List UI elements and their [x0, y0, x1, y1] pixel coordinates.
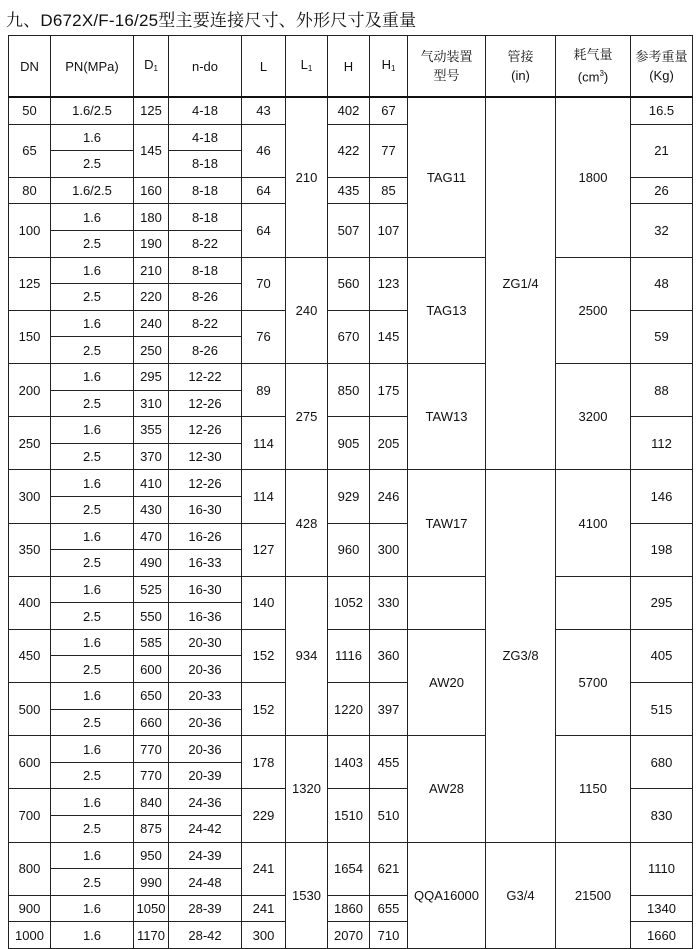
cell-d1: 490: [134, 550, 169, 577]
cell-pn: 1.6: [51, 470, 134, 497]
cell-h1: 246: [370, 470, 408, 523]
cell-pn: 2.5: [51, 443, 134, 470]
cell-d1: 180: [134, 204, 169, 231]
cell-n-do: 8-26: [169, 284, 242, 311]
cell-h: 560: [328, 257, 370, 310]
cell-air: 5700: [556, 629, 631, 735]
cell-h: 1403: [328, 736, 370, 789]
page-title: 九、D672X/F-16/25型主要连接尺寸、外形尺寸及重量: [6, 11, 417, 30]
cell-d1: 950: [134, 842, 169, 869]
cell-weight: 21: [631, 124, 693, 177]
cell-pn: 2.5: [51, 816, 134, 843]
cell-l: 64: [242, 177, 286, 204]
cell-dn: 250: [9, 417, 51, 470]
cell-dn: 65: [9, 124, 51, 177]
cell-air: 21500: [556, 842, 631, 948]
cell-h1: 85: [370, 177, 408, 204]
cell-h: 1860: [328, 895, 370, 922]
cell-d1: 240: [134, 310, 169, 337]
cell-actuator: TAW13: [408, 363, 486, 469]
cell-h1: 205: [370, 417, 408, 470]
header-row: [9, 36, 693, 98]
cell-d1: 125: [134, 97, 169, 124]
cell-actuator-empty: [408, 576, 486, 629]
header-l: L: [242, 36, 286, 98]
cell-d1: 410: [134, 470, 169, 497]
cell-pn: 1.6: [51, 257, 134, 284]
cell-pn: 1.6: [51, 310, 134, 337]
header-n-do: n-do: [169, 36, 242, 98]
cell-h1: 330: [370, 576, 408, 629]
cell-n-do: 12-26: [169, 417, 242, 444]
cell-n-do: 8-18: [169, 204, 242, 231]
cell-l1: 210: [286, 97, 328, 257]
cell-pipe: G3/4: [486, 842, 556, 948]
cell-h1: 300: [370, 523, 408, 576]
cell-d1: 160: [134, 177, 169, 204]
cell-pn: 2.5: [51, 496, 134, 523]
cell-h1: 655: [370, 895, 408, 922]
cell-dn: 300: [9, 470, 51, 523]
cell-n-do: 28-42: [169, 922, 242, 949]
cell-h: 1052: [328, 576, 370, 629]
cell-pn: 1.6/2.5: [51, 177, 134, 204]
cell-weight: 680: [631, 736, 693, 789]
cell-n-do: 4-18: [169, 124, 242, 151]
cell-weight: 405: [631, 629, 693, 682]
cell-pn: 1.6: [51, 576, 134, 603]
cell-d1: 990: [134, 869, 169, 896]
cell-dn: 450: [9, 629, 51, 682]
cell-h: 422: [328, 124, 370, 177]
cell-n-do: 16-30: [169, 496, 242, 523]
cell-dn: 150: [9, 310, 51, 363]
cell-h1: 621: [370, 842, 408, 895]
cell-l1: 1320: [286, 736, 328, 842]
table-row: [9, 97, 693, 124]
cell-dn: 600: [9, 736, 51, 789]
header-actuator: 气动装置 型号: [408, 36, 486, 98]
cell-pn: 2.5: [51, 550, 134, 577]
cell-h1: 123: [370, 257, 408, 310]
cell-dn: 200: [9, 363, 51, 416]
cell-dn: 800: [9, 842, 51, 895]
cell-dn: 125: [9, 257, 51, 310]
cell-air: 1150: [556, 736, 631, 842]
cell-h: 1220: [328, 683, 370, 736]
cell-d1: 470: [134, 523, 169, 550]
cell-n-do: 20-36: [169, 736, 242, 763]
header-pn: PN(MPa): [51, 36, 134, 98]
cell-actuator: TAG11: [408, 97, 486, 257]
table-row: [9, 576, 693, 603]
cell-n-do: 12-26: [169, 470, 242, 497]
cell-n-do: 8-26: [169, 337, 242, 364]
cell-weight: 26: [631, 177, 693, 204]
cell-pn: 1.6: [51, 204, 134, 231]
cell-n-do: 20-30: [169, 629, 242, 656]
cell-l: 114: [242, 470, 286, 523]
cell-dn: 50: [9, 97, 51, 124]
cell-weight: 830: [631, 789, 693, 842]
cell-n-do: 20-36: [169, 656, 242, 683]
cell-actuator: TAW17: [408, 470, 486, 576]
cell-pn: 1.6: [51, 417, 134, 444]
cell-pn: 1.6: [51, 842, 134, 869]
cell-weight: 59: [631, 310, 693, 363]
cell-pn: 1.6: [51, 789, 134, 816]
cell-h: 670: [328, 310, 370, 363]
cell-weight: 515: [631, 683, 693, 736]
cell-n-do: 24-39: [169, 842, 242, 869]
cell-dn: 700: [9, 789, 51, 842]
cell-d1: 430: [134, 496, 169, 523]
cell-n-do: 4-18: [169, 97, 242, 124]
cell-n-do: 24-36: [169, 789, 242, 816]
cell-l: 127: [242, 523, 286, 576]
cell-pn: 2.5: [51, 656, 134, 683]
cell-h1: 360: [370, 629, 408, 682]
cell-l: 64: [242, 204, 286, 257]
cell-weight: 112: [631, 417, 693, 470]
cell-dn: 500: [9, 683, 51, 736]
cell-l: 89: [242, 363, 286, 416]
cell-h: 929: [328, 470, 370, 523]
cell-h: 1116: [328, 629, 370, 682]
header-h: H: [328, 36, 370, 98]
cell-pn: 2.5: [51, 762, 134, 789]
cell-pn: 1.6: [51, 629, 134, 656]
cell-actuator: TAG13: [408, 257, 486, 363]
cell-dn: 400: [9, 576, 51, 629]
cell-d1: 190: [134, 230, 169, 257]
cell-h: 402: [328, 97, 370, 124]
cell-weight: 32: [631, 204, 693, 257]
cell-dn: 900: [9, 895, 51, 922]
cell-d1: 220: [134, 284, 169, 311]
cell-pn: 1.6: [51, 124, 134, 151]
cell-h1: 397: [370, 683, 408, 736]
cell-pn: 2.5: [51, 709, 134, 736]
cell-l1: 1530: [286, 842, 328, 948]
cell-d1: 310: [134, 390, 169, 417]
cell-l: 229: [242, 789, 286, 842]
table-row: [9, 736, 693, 763]
cell-h: 2070: [328, 922, 370, 949]
cell-pn: 2.5: [51, 230, 134, 257]
cell-actuator: QQA16000: [408, 842, 486, 948]
cell-d1: 1170: [134, 922, 169, 949]
cell-n-do: 16-30: [169, 576, 242, 603]
cell-n-do: 16-26: [169, 523, 242, 550]
cell-pn: 1.6: [51, 736, 134, 763]
header-weight: 参考重量 (Kg): [631, 36, 693, 98]
cell-l: 178: [242, 736, 286, 789]
cell-weight: 1110: [631, 842, 693, 895]
cell-n-do: 8-18: [169, 177, 242, 204]
cell-h1: 455: [370, 736, 408, 789]
cell-dn: 80: [9, 177, 51, 204]
spec-table: [8, 35, 693, 949]
cell-pn: 2.5: [51, 337, 134, 364]
cell-d1: 250: [134, 337, 169, 364]
cell-h1: 67: [370, 97, 408, 124]
cell-h1: 510: [370, 789, 408, 842]
cell-pn: 2.5: [51, 603, 134, 630]
cell-l: 140: [242, 576, 286, 629]
cell-n-do: 24-48: [169, 869, 242, 896]
cell-d1: 370: [134, 443, 169, 470]
table-row: [9, 629, 693, 656]
cell-h1: 77: [370, 124, 408, 177]
cell-l: 241: [242, 842, 286, 895]
cell-d1: 770: [134, 762, 169, 789]
cell-air: 3200: [556, 363, 631, 469]
cell-actuator: AW20: [408, 629, 486, 735]
cell-dn: 100: [9, 204, 51, 257]
cell-weight: 1660: [631, 922, 693, 949]
cell-n-do: 8-18: [169, 257, 242, 284]
cell-d1: 145: [134, 124, 169, 177]
cell-pn: 1.6: [51, 922, 134, 949]
cell-weight: 16.5: [631, 97, 693, 124]
cell-pn: 1.6: [51, 683, 134, 710]
header-air: 耗气量 $(cm^3)$: [556, 36, 631, 98]
cell-actuator: AW28: [408, 736, 486, 842]
cell-pn: 1.6: [51, 363, 134, 390]
header-d1: $D_1$: [134, 36, 169, 98]
cell-h: 850: [328, 363, 370, 416]
cell-n-do: 20-33: [169, 683, 242, 710]
cell-pn: 2.5: [51, 869, 134, 896]
cell-l: 76: [242, 310, 286, 363]
cell-air: 2500: [556, 257, 631, 363]
header-pipe: 管接 (in): [486, 36, 556, 98]
cell-n-do: 12-22: [169, 363, 242, 390]
cell-l1: 934: [286, 576, 328, 736]
cell-n-do: 8-22: [169, 310, 242, 337]
cell-weight: 146: [631, 470, 693, 523]
cell-n-do: 12-30: [169, 443, 242, 470]
cell-weight: 295: [631, 576, 693, 629]
table-row: [9, 842, 693, 869]
cell-pipe: ZG1/4: [486, 97, 556, 470]
cell-d1: 600: [134, 656, 169, 683]
cell-h: 507: [328, 204, 370, 257]
cell-l: 152: [242, 629, 286, 682]
cell-l: 152: [242, 683, 286, 736]
cell-l: 70: [242, 257, 286, 310]
cell-n-do: 20-39: [169, 762, 242, 789]
cell-d1: 210: [134, 257, 169, 284]
table-row: [9, 470, 693, 497]
cell-pn: 1.6: [51, 895, 134, 922]
cell-l1: 428: [286, 470, 328, 576]
cell-n-do: 24-42: [169, 816, 242, 843]
cell-d1: 770: [134, 736, 169, 763]
cell-l1: 240: [286, 257, 328, 363]
cell-weight: 1340: [631, 895, 693, 922]
cell-l: 241: [242, 895, 286, 922]
cell-l: 114: [242, 417, 286, 470]
cell-pn: 1.6: [51, 523, 134, 550]
cell-h: 1510: [328, 789, 370, 842]
cell-weight: 48: [631, 257, 693, 310]
cell-h: 905: [328, 417, 370, 470]
header-l1: $L_1$: [286, 36, 328, 98]
cell-d1: 525: [134, 576, 169, 603]
cell-d1: 550: [134, 603, 169, 630]
cell-pipe: ZG3/8: [486, 470, 556, 842]
cell-air: 4100: [556, 470, 631, 576]
cell-n-do: 8-18: [169, 151, 242, 178]
cell-n-do: 16-33: [169, 550, 242, 577]
cell-n-do: 12-26: [169, 390, 242, 417]
cell-pn: 2.5: [51, 390, 134, 417]
cell-n-do: 8-22: [169, 230, 242, 257]
header-h1: $H_1$: [370, 36, 408, 98]
table-row: [9, 363, 693, 390]
cell-d1: 840: [134, 789, 169, 816]
cell-pn: 2.5: [51, 151, 134, 178]
cell-h1: 145: [370, 310, 408, 363]
cell-air-empty: [556, 576, 631, 629]
cell-air: 1800: [556, 97, 631, 257]
cell-h1: 710: [370, 922, 408, 949]
header-dn: DN: [9, 36, 51, 98]
cell-l: 46: [242, 124, 286, 177]
cell-pn: 1.6/2.5: [51, 97, 134, 124]
cell-dn: 1000: [9, 922, 51, 949]
cell-l: 300: [242, 922, 286, 949]
cell-n-do: 16-36: [169, 603, 242, 630]
table-row: [9, 257, 693, 284]
cell-n-do: 28-39: [169, 895, 242, 922]
cell-dn: 350: [9, 523, 51, 576]
cell-h: 960: [328, 523, 370, 576]
cell-d1: 1050: [134, 895, 169, 922]
cell-h: 1654: [328, 842, 370, 895]
cell-pn: 2.5: [51, 284, 134, 311]
cell-d1: 355: [134, 417, 169, 444]
cell-weight: 88: [631, 363, 693, 416]
cell-l1: 275: [286, 363, 328, 469]
cell-d1: 650: [134, 683, 169, 710]
cell-h1: 107: [370, 204, 408, 257]
cell-l: 43: [242, 97, 286, 124]
cell-weight: 198: [631, 523, 693, 576]
cell-d1: 585: [134, 629, 169, 656]
cell-n-do: 20-36: [169, 709, 242, 736]
cell-h1: 175: [370, 363, 408, 416]
cell-d1: 875: [134, 816, 169, 843]
cell-d1: 660: [134, 709, 169, 736]
cell-d1: 295: [134, 363, 169, 390]
cell-h: 435: [328, 177, 370, 204]
